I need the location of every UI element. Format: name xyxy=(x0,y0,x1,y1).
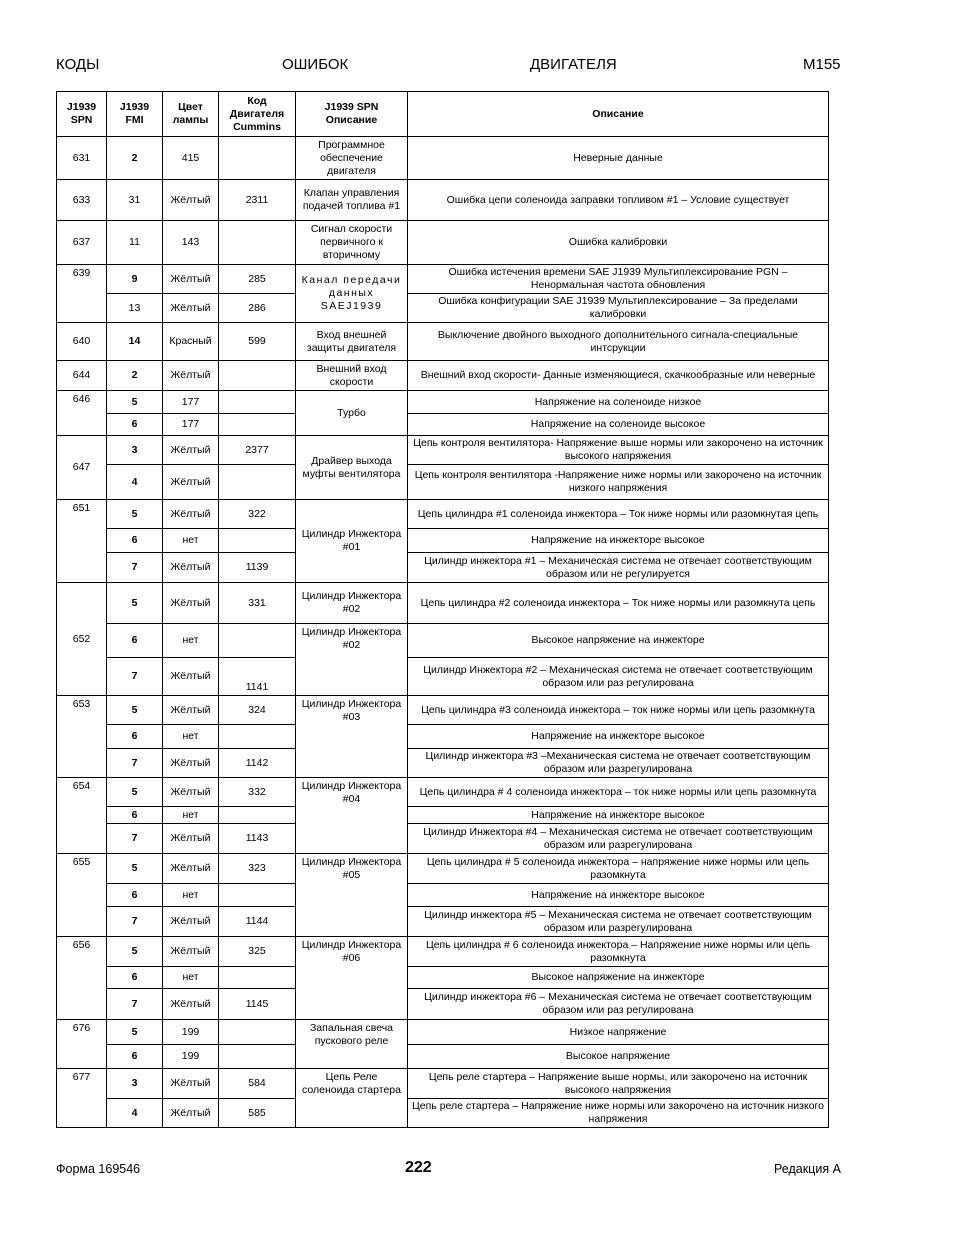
code-cell xyxy=(219,465,296,500)
col-header-spn: J1939 SPN xyxy=(57,92,107,137)
table-row xyxy=(57,696,829,725)
code-cell: 322 xyxy=(219,500,296,529)
fmi-cell: 31 xyxy=(107,180,163,221)
fmi-cell: 7 xyxy=(107,749,163,778)
description-cell: Цилиндр инжектора #6 – Механическая система не отвечает соответствующим образом или раз регулирована xyxy=(408,989,829,1020)
code-cell: 1144 xyxy=(219,907,296,937)
table-row xyxy=(57,414,829,436)
table-row xyxy=(57,725,829,749)
lamp-cell: Жёлтый xyxy=(163,907,219,937)
table-header-row xyxy=(57,92,829,137)
table-row xyxy=(57,294,829,323)
code-cell xyxy=(219,884,296,907)
description-cell: Напряжение на соленоиде низкое xyxy=(408,391,829,414)
table-row xyxy=(57,436,829,465)
fmi-cell: 5 xyxy=(107,854,163,884)
lamp-cell: Жёлтый xyxy=(163,553,219,583)
table-row xyxy=(57,1069,829,1099)
lamp-cell: Жёлтый xyxy=(163,989,219,1020)
description-cell: Выключение двойного выходного дополнительного сигнала-специальные интсрукции xyxy=(408,323,829,361)
lamp-cell: нет xyxy=(163,529,219,553)
description-cell: Цепь цилиндра # 6 соленоида инжектора – Напряжение ниже нормы или цепь разомкнута xyxy=(408,937,829,967)
spn-desc-cell: Запальная свеча пускового реле xyxy=(296,1020,408,1069)
fmi-cell: 7 xyxy=(107,989,163,1020)
spn-cell: 644 xyxy=(57,361,107,391)
lamp-cell: нет xyxy=(163,725,219,749)
code-cell: 585 xyxy=(219,1099,296,1128)
spn-cell: 654 xyxy=(57,778,107,854)
fmi-cell: 5 xyxy=(107,937,163,967)
lamp-cell: 177 xyxy=(163,414,219,436)
lamp-cell: Жёлтый xyxy=(163,1069,219,1099)
lamp-cell: нет xyxy=(163,967,219,989)
header-model: М155 xyxy=(803,56,841,73)
header-word-engine: ДВИГАТЕЛЯ xyxy=(530,56,617,73)
edition-label: Редакция A xyxy=(774,1162,841,1176)
code-cell: 325 xyxy=(219,937,296,967)
spn-desc-cell: Сигнал скорости первичного к вторичному xyxy=(296,221,408,265)
fmi-cell: 6 xyxy=(107,414,163,436)
table-row xyxy=(57,137,829,180)
spn-desc-cell: Внешний вход скорости xyxy=(296,361,408,391)
description-cell: Цепь цилиндра # 5 соленоида инжектора – напряжение ниже нормы или цепь разомкнута xyxy=(408,854,829,884)
spn-desc-cell: Цилиндр Инжектора #06 xyxy=(296,937,408,1020)
lamp-cell: 415 xyxy=(163,137,219,180)
description-cell: Цепь цилиндра #1 соленоида инжектора – Ток ниже нормы или разомкнутая цепь xyxy=(408,500,829,529)
table-row xyxy=(57,583,829,624)
code-cell: 1139 xyxy=(219,553,296,583)
description-cell: Цилиндр инжектора #1 – Механическая система не отвечает соответствующим образом или не регулируется xyxy=(408,553,829,583)
lamp-cell: Жёлтый xyxy=(163,361,219,391)
spn-desc-cell: Цепь Реле соленоида стартера xyxy=(296,1069,408,1128)
fmi-cell: 6 xyxy=(107,967,163,989)
description-cell: Высокое напряжение на инжекторе xyxy=(408,967,829,989)
code-cell: 331 xyxy=(219,583,296,624)
description-cell: Цилиндр Инжектора #4 – Механическая система не отвечает соответствующим образом или разрегулирована xyxy=(408,824,829,854)
table-row xyxy=(57,907,829,937)
spn-cell: 651 xyxy=(57,500,107,583)
code-cell xyxy=(219,1020,296,1045)
description-cell: Внешний вход скорости- Данные изменяющиеся, скачкообразные или неверные xyxy=(408,361,829,391)
table-row xyxy=(57,989,829,1020)
table-row xyxy=(57,1045,829,1069)
lamp-cell: Жёлтый xyxy=(163,265,219,294)
lamp-cell: Жёлтый xyxy=(163,937,219,967)
lamp-cell: Жёлтый xyxy=(163,749,219,778)
code-cell xyxy=(219,529,296,553)
code-cell: 332 xyxy=(219,778,296,807)
code-cell xyxy=(219,725,296,749)
table-row xyxy=(57,391,829,414)
spn-desc-cell: Цилиндр Инжектора #05 xyxy=(296,854,408,937)
table-row xyxy=(57,778,829,807)
fmi-cell: 7 xyxy=(107,824,163,854)
spn-cell: 639 xyxy=(57,265,107,323)
code-cell xyxy=(219,807,296,824)
fmi-cell: 6 xyxy=(107,884,163,907)
spn-cell: 677 xyxy=(57,1069,107,1128)
lamp-cell: Жёлтый xyxy=(163,778,219,807)
description-cell: Неверные данные xyxy=(408,137,829,180)
fmi-cell: 2 xyxy=(107,137,163,180)
code-cell: 1145 xyxy=(219,989,296,1020)
code-cell: 1143 xyxy=(219,824,296,854)
page-number: 222 xyxy=(405,1159,432,1176)
fmi-cell: 6 xyxy=(107,624,163,658)
col-header-lamp: Цвет лампы xyxy=(163,92,219,137)
header-word-codes: КОДЫ xyxy=(56,56,100,73)
spn-desc-cell: Клапан управления подачей топлива #1 xyxy=(296,180,408,221)
spn-desc-cell: Цилиндр Инжектора #04 xyxy=(296,778,408,854)
lamp-cell: Жёлтый xyxy=(163,436,219,465)
fmi-cell: 11 xyxy=(107,221,163,265)
table-row xyxy=(57,884,829,907)
code-cell: 599 xyxy=(219,323,296,361)
spn-desc-cell: Вход внешней защиты двигателя xyxy=(296,323,408,361)
lamp-cell: Красный xyxy=(163,323,219,361)
code-cell xyxy=(219,414,296,436)
fault-code-table xyxy=(56,91,829,1128)
code-cell: 285 xyxy=(219,265,296,294)
description-cell: Цилиндр инжектора #3 –Механическая система не отвечает соответствующим образом или разрегулирована xyxy=(408,749,829,778)
code-cell: 286 xyxy=(219,294,296,323)
table-row xyxy=(57,465,829,500)
fmi-cell: 5 xyxy=(107,500,163,529)
description-cell: Напряжение на инжекторе высокое xyxy=(408,529,829,553)
spn-cell: 637 xyxy=(57,221,107,265)
col-header-spn-desc: J1939 SPN Описание xyxy=(296,92,408,137)
fmi-cell: 5 xyxy=(107,391,163,414)
fmi-cell: 7 xyxy=(107,553,163,583)
code-cell xyxy=(219,391,296,414)
code-cell: 324 xyxy=(219,696,296,725)
spn-desc-cell: Цилиндр Инжектора #02 xyxy=(296,583,408,624)
spn-cell: 656 xyxy=(57,937,107,1020)
lamp-cell: Жёлтый xyxy=(163,824,219,854)
table-row xyxy=(57,658,829,696)
code-cell: 1141 xyxy=(219,658,296,696)
description-cell: Высокое напряжение на инжекторе xyxy=(408,624,829,658)
table-row xyxy=(57,361,829,391)
lamp-cell: Жёлтый xyxy=(163,583,219,624)
table-row xyxy=(57,1099,829,1128)
code-cell: 323 xyxy=(219,854,296,884)
spn-desc-cell: Цилиндр Инжектора #03 xyxy=(296,696,408,778)
fmi-cell: 9 xyxy=(107,265,163,294)
code-cell: 2377 xyxy=(219,436,296,465)
description-cell: Ошибка цепи соленоида заправки топливом #1 – Условие существует xyxy=(408,180,829,221)
spn-cell: 676 xyxy=(57,1020,107,1069)
spn-cell: 653 xyxy=(57,696,107,778)
lamp-cell: Жёлтый xyxy=(163,294,219,323)
fmi-cell: 2 xyxy=(107,361,163,391)
spn-desc-cell: Программное обеспечение двигателя xyxy=(296,137,408,180)
fmi-cell: 14 xyxy=(107,323,163,361)
fmi-cell: 7 xyxy=(107,907,163,937)
fmi-cell: 5 xyxy=(107,696,163,725)
table-row xyxy=(57,967,829,989)
fmi-cell: 5 xyxy=(107,1020,163,1045)
description-cell: Цилиндр Инжектора #2 – Механическая система не отвечает соответствующим образом или раз регулирована xyxy=(408,658,829,696)
lamp-cell: нет xyxy=(163,884,219,907)
lamp-cell: 143 xyxy=(163,221,219,265)
lamp-cell: 199 xyxy=(163,1045,219,1069)
table-row xyxy=(57,624,829,658)
description-cell: Напряжение на инжекторе высокое xyxy=(408,725,829,749)
fmi-cell: 4 xyxy=(107,465,163,500)
lamp-cell: Жёлтый xyxy=(163,180,219,221)
table-row xyxy=(57,749,829,778)
table-row xyxy=(57,500,829,529)
description-cell: Напряжение на инжекторе высокое xyxy=(408,884,829,907)
fmi-cell: 6 xyxy=(107,529,163,553)
spn-desc-cell: Драйвер выхода муфты вентилятора xyxy=(296,436,408,500)
fmi-cell: 7 xyxy=(107,658,163,696)
table-row xyxy=(57,824,829,854)
code-cell xyxy=(219,361,296,391)
lamp-cell: Жёлтый xyxy=(163,500,219,529)
description-cell: Ошибка калибровки xyxy=(408,221,829,265)
description-cell: Цепь цилиндра # 4 соленоида инжектора – ток ниже нормы или цепь разомкнута xyxy=(408,778,829,807)
spn-desc-cell: Цилиндр Инжектора #02 xyxy=(296,624,408,696)
table-row xyxy=(57,529,829,553)
description-cell: Цепь цилиндра #2 соленоида инжектора – Ток ниже нормы или разомкнута цепь xyxy=(408,583,829,624)
fmi-cell: 6 xyxy=(107,1045,163,1069)
code-cell xyxy=(219,1045,296,1069)
spn-cell: 631 xyxy=(57,137,107,180)
fmi-cell: 3 xyxy=(107,1069,163,1099)
description-cell: Цепь цилиндра #3 соленоида инжектора – ток ниже нормы или цепь разомкнута xyxy=(408,696,829,725)
table-row xyxy=(57,221,829,265)
description-cell: Цилиндр инжектора #5 – Механическая система не отвечает соответствующим образом или разрегулирована xyxy=(408,907,829,937)
fmi-cell: 5 xyxy=(107,583,163,624)
table-row xyxy=(57,180,829,221)
table-row xyxy=(57,937,829,967)
table-row xyxy=(57,265,829,294)
fmi-cell: 6 xyxy=(107,807,163,824)
description-cell: Напряжение на соленоиде высокое xyxy=(408,414,829,436)
code-cell: 584 xyxy=(219,1069,296,1099)
description-cell: Напряжение на инжекторе высокое xyxy=(408,807,829,824)
form-number: Форма 169546 xyxy=(56,1162,141,1176)
lamp-cell: Жёлтый xyxy=(163,658,219,696)
description-cell: Цепь контроля вентилятора- Напряжение выше нормы или закорочено на источник высокого напряжения xyxy=(408,436,829,465)
col-header-description: Описание xyxy=(408,92,829,137)
table-row xyxy=(57,553,829,583)
lamp-cell: нет xyxy=(163,807,219,824)
header-word-errors: ОШИБОК xyxy=(282,56,349,73)
code-cell xyxy=(219,221,296,265)
lamp-cell: 199 xyxy=(163,1020,219,1045)
spn-cell: 633 xyxy=(57,180,107,221)
code-cell: 2311 xyxy=(219,180,296,221)
description-cell: Высокое напряжение xyxy=(408,1045,829,1069)
spn-cell: 652 xyxy=(57,583,107,696)
spn-cell: 646 xyxy=(57,391,107,436)
spn-cell: 640 xyxy=(57,323,107,361)
table-row xyxy=(57,1020,829,1045)
description-cell: Цепь контроля вентилятора -Напряжение ниже нормы или закорочено на источник низкого напряжения xyxy=(408,465,829,500)
code-cell xyxy=(219,967,296,989)
lamp-cell: Жёлтый xyxy=(163,696,219,725)
lamp-cell: Жёлтый xyxy=(163,1099,219,1128)
fmi-cell: 4 xyxy=(107,1099,163,1128)
code-cell: 1142 xyxy=(219,749,296,778)
lamp-cell: 177 xyxy=(163,391,219,414)
spn-desc-cell: Канал передачи данных SAEJ1939 xyxy=(296,265,408,323)
fmi-cell: 13 xyxy=(107,294,163,323)
description-cell: Ошибка конфигурации SAE J1939 Мультиплексирование – За пределами калибровки xyxy=(408,294,829,323)
description-cell: Низкое напряжение xyxy=(408,1020,829,1045)
description-cell: Цепь реле стартера – Напряжение ниже нормы или закорочено на источник низкого напряжения xyxy=(408,1099,829,1128)
description-cell: Ошибка истечения времени SAE J1939 Мультиплексирование PGN – Ненормальная частота обновления xyxy=(408,265,829,294)
fmi-cell: 6 xyxy=(107,725,163,749)
spn-desc-cell: Турбо xyxy=(296,391,408,436)
lamp-cell: Жёлтый xyxy=(163,854,219,884)
code-cell xyxy=(219,137,296,180)
lamp-cell: нет xyxy=(163,624,219,658)
fmi-cell: 3 xyxy=(107,436,163,465)
spn-cell: 647 xyxy=(57,436,107,500)
code-cell xyxy=(219,624,296,658)
spn-desc-cell: Цилиндр Инжектора #01 xyxy=(296,500,408,583)
table-row xyxy=(57,323,829,361)
table-row xyxy=(57,854,829,884)
spn-cell: 655 xyxy=(57,854,107,937)
lamp-cell: Жёлтый xyxy=(163,465,219,500)
table-row xyxy=(57,807,829,824)
col-header-fmi: J1939 FMI xyxy=(107,92,163,137)
fmi-cell: 5 xyxy=(107,778,163,807)
description-cell: Цепь реле стартера – Напряжение выше нормы, или закорочено на источник высокого напряжения xyxy=(408,1069,829,1099)
col-header-code: Код Двигателя Cummins xyxy=(219,92,296,137)
